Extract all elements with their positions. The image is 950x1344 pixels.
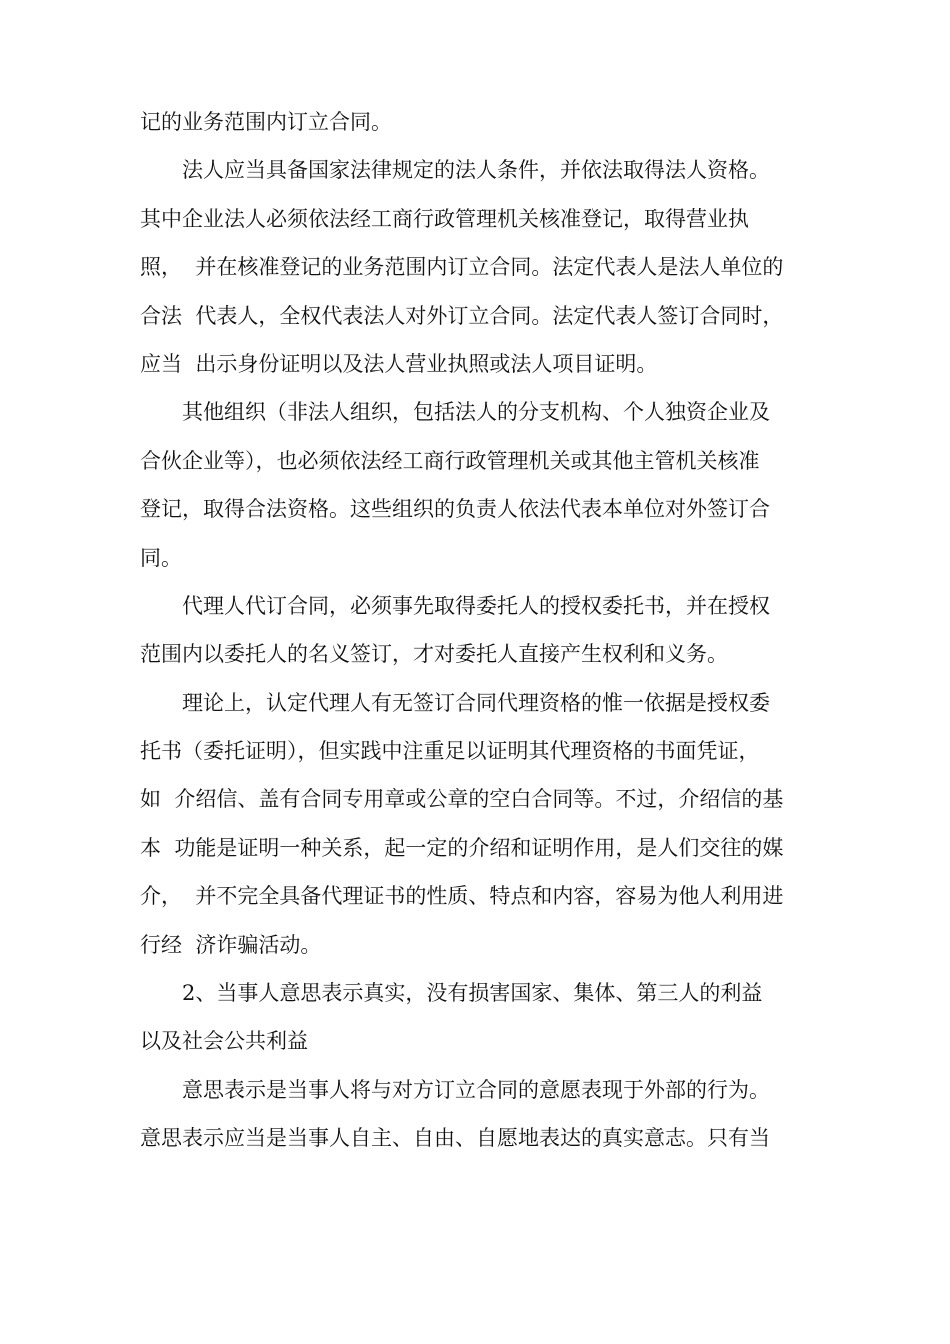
text-line: 记的业务范围内订立合同。 (140, 110, 392, 134)
text-line: 其中企业法人必须依法经工商行政管理机关核准登记，取得营业执 (140, 206, 749, 231)
text-line: 合法 代表人，全权代表法人对外订立合同。法定代表人签订合同时， (140, 303, 784, 328)
text-line: 代理人代订合同，必须事先取得委托人的授权委托书，并在授权 (182, 593, 770, 618)
text-line: 意思表示是当事人将与对方订立合同的意愿表现于外部的行为。 (182, 1077, 770, 1102)
text-line: 理论上，认定代理人有无签订合同代理资格的惟一依据是授权委 (182, 690, 770, 715)
text-line: 本 功能是证明一种关系，起一定的介绍和证明作用，是人们交往的媒 (140, 835, 784, 860)
paragraph (140, 146, 830, 388)
text-line: 合伙企业等），也必须依法经工商行政管理机关或其他主管机关核准 (140, 448, 760, 473)
document-body (140, 98, 830, 1163)
text-line: 行经 济诈骗活动。 (140, 932, 322, 957)
text-line: 托书（委托证明），但实践中注重足以证明其代理资格的书面凭证， (140, 739, 760, 764)
text-line: 同。 (140, 545, 182, 570)
text-line: 如 介绍信、盖有合同专用章或公章的空白合同等。不过，介绍信的基 (140, 787, 784, 812)
text-line: 登记，取得合法资格。这些组织的负责人依法代表本单位对外签订合 (140, 497, 770, 522)
paragraph (140, 388, 830, 582)
text-line: 照， 并在核准登记的业务范围内订立合同。法定代表人是法人单位的 (140, 255, 784, 280)
paragraph (140, 679, 830, 969)
text-line: 意思表示应当是当事人自主、自由、自愿地表达的真实意志。只有当 (140, 1126, 770, 1151)
paragraph (140, 1066, 830, 1163)
paragraph (140, 582, 830, 679)
text-line: 以及社会公共利益 (140, 1029, 308, 1054)
text-line: 应当 出示身份证明以及法人营业执照或法人项目证明。 (140, 351, 658, 376)
paragraph (140, 969, 830, 1066)
text-line: 2、当事人意思表示真实，没有损害国家、集体、第三人的利益 (182, 981, 763, 1006)
text-line: 范围内以委托人的名义签订，才对委托人直接产生权利和义务。 (140, 642, 728, 667)
paragraph (140, 98, 830, 146)
text-line: 介， 并不完全具备代理证书的性质、特点和内容，容易为他人利用进 (140, 884, 784, 909)
text-line: 其他组织（非法人组织，包括法人的分支机构、个人独资企业及 (182, 400, 770, 425)
text-line: 法人应当具备国家法律规定的法人条件，并依法取得法人资格。 (182, 158, 770, 183)
